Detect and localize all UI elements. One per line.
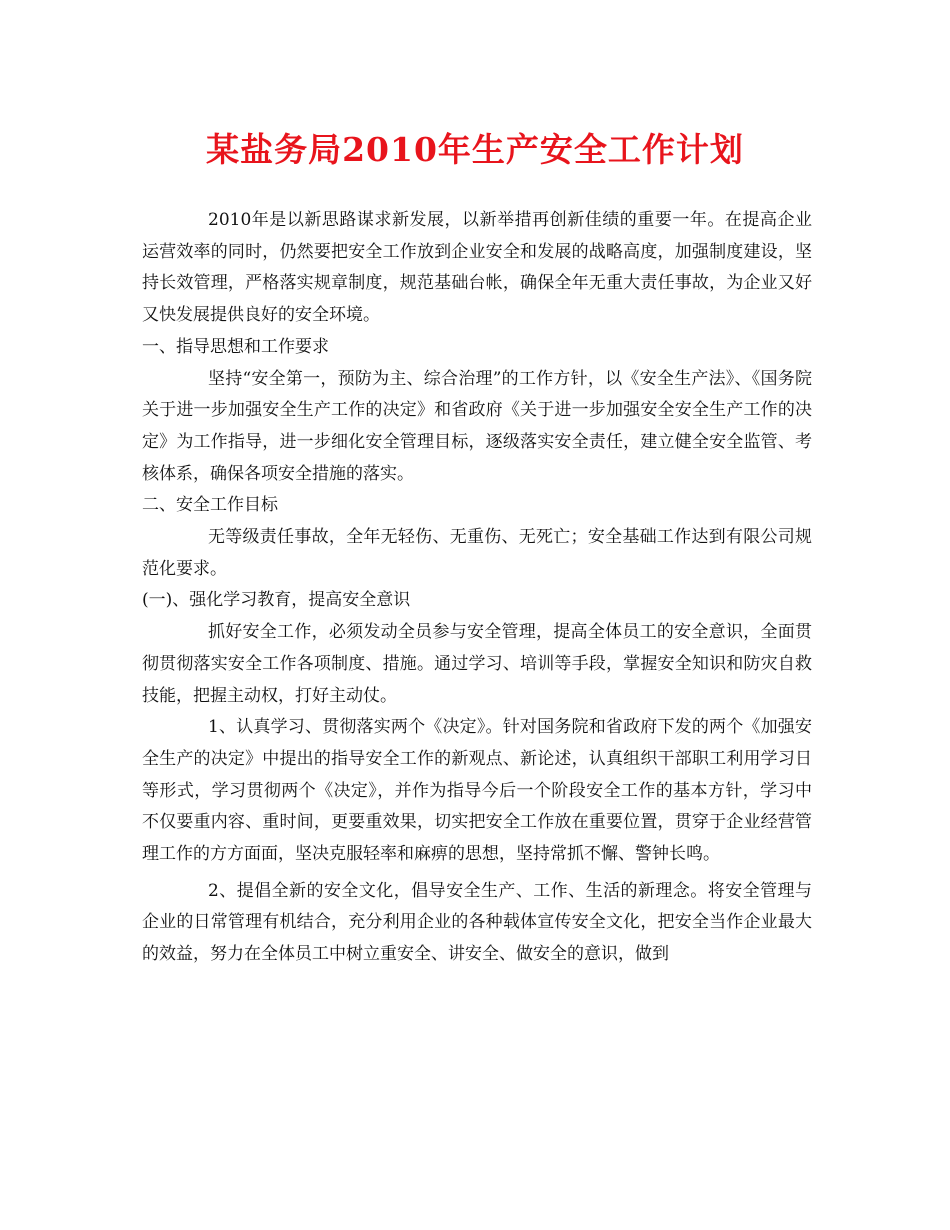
section-heading-safety-goals: 二、安全工作目标 [142,495,278,516]
guiding-thought-paragraph: 坚持“安全第一，预防为主、综合治理”的工作方针，以《安全生产法》、《国务院关于进一步加强安全生产工作的决定》和省政府《关于进一步加强安全安全生产工作的决定》为工作指导，进一步细化安全管理目标，逐级落实安全责任，建立健全安全监管、考核体系，确保各项安全措施的落实。 [142,368,812,484]
safety-goals-paragraph: 无等级责任事故，全年无轻伤、无重伤、无死亡；安全基础工作达到有限公司规范化要求。 [142,527,812,579]
document-body [142,205,812,971]
item-1-paragraph: 1、认真学习、贯彻落实两个《决定》。针对国务院和省政府下发的两个《加强安全生产的决定》中提出的指导安全工作的新观点、新论述，认真组织干部职工利用学习日等形式，学习贯彻两个《决定》，并作为指导今后一个阶段安全工作的基本方针，学习中不仅要重内容、重时间，更要重效果，切实把安全工作放在重要位置，贯穿于企业经营管理工作的方方面面，坚决克服轻率和麻痹的思想，坚持常抓不懈、警钟长鸣。 [142,717,812,865]
section-heading-guiding-thought: 一、指导思想和工作要求 [142,336,329,357]
document-title: 某盐务局2010年生产安全工作计划 [206,130,744,169]
education-paragraph: 抓好安全工作，必须发动全员参与安全管理，提高全体员工的安全意识，全面贯彻贯彻落实安全工作各项制度、措施。通过学习、培训等手段，掌握安全知识和防灾自救技能，把握主动权，打好主动仗。 [142,622,812,706]
item-2-paragraph: 2、提倡全新的安全文化，倡导安全生产、工作、生活的新理念。将安全管理与企业的日常管理有机结合，充分利用企业的各种载体宣传安全文化，把安全当作企业最大的效益，努力在全体员工中树立重安全、讲安全、做安全的意识，做到 [142,880,812,965]
subsection-heading-education: (一)、强化学习教育，提高安全意识 [142,590,411,611]
intro-paragraph: 2010年是以新思路谋求新发展，以新举措再创新佳绩的重要一年。在提高企业运营效率的同时，仍然要把安全工作放到企业安全和发展的战略高度，加强制度建设，坚持长效管理，严格落实规章制度，规范基础台帐，确保全年无重大责任事故，为企业又好又快发展提供良好的安全环境。 [142,210,812,326]
